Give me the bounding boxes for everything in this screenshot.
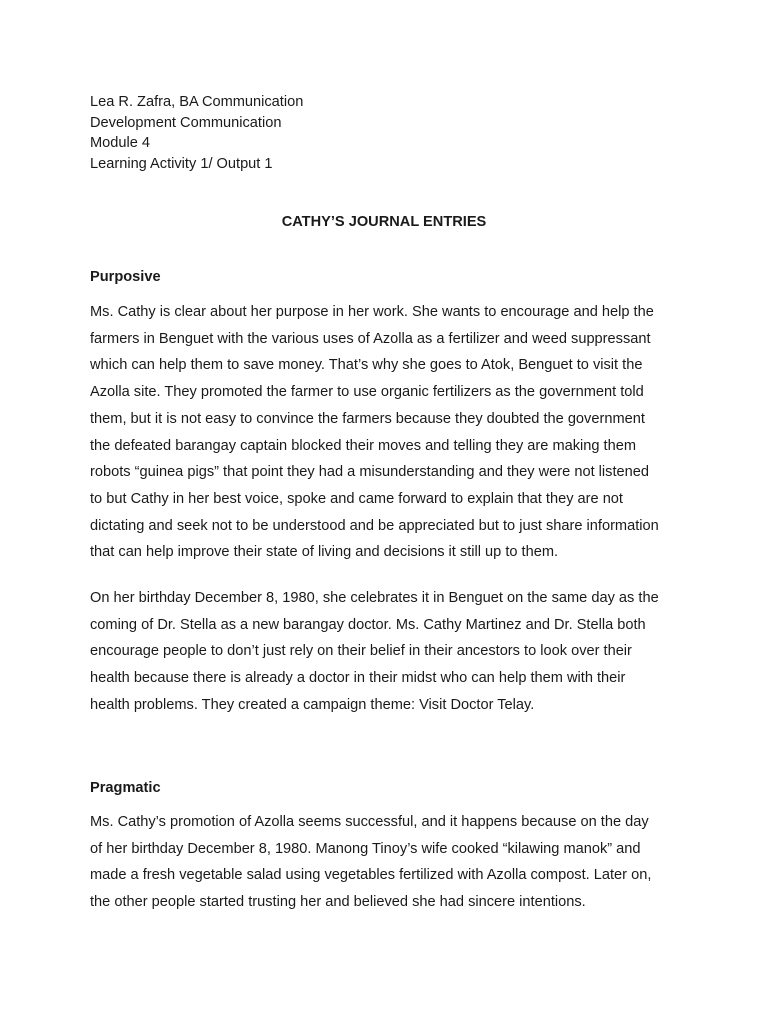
- paragraph-line: coming of Dr. Stella as a new barangay doctor. Ms. Cathy Martinez and Dr. Stella both: [90, 616, 646, 633]
- paragraph-line: Ms. Cathy is clear about her purpose in her work. She wants to encourage and help the: [90, 304, 654, 320]
- author-name-line: Lea R. Zafra, BA Communication: [90, 94, 304, 110]
- paragraph-line: farmers in Benguet with the various uses of Azolla as a fertilizer and weed suppressant: [90, 330, 651, 347]
- paragraph-line: which can help them to save money. That’s why she goes to Atok, Benguet to visit the: [90, 357, 643, 374]
- paragraph-line: them, but it is not easy to convince the farmers because they doubted the government: [90, 410, 645, 427]
- paragraph-line: Ms. Cathy’s promotion of Azolla seems successful, and it happens because on the day: [90, 814, 649, 830]
- paragraph-pragmatic-1: [90, 809, 651, 916]
- paragraph-line: health because there is already a doctor in their midst who can help them with their: [90, 670, 626, 687]
- paragraph-line: to but Cathy in her best voice, spoke and came forward to explain that they are not: [90, 490, 623, 507]
- paragraph-line: robots “guinea pigs” that point they had a misunderstanding and they were not listened: [90, 464, 649, 481]
- paragraph-line: dictating and seek not to be understood and be appreciated but to just share information: [90, 517, 659, 534]
- paragraph-line: encourage people to don’t just rely on their belief in their ancestors to look over their: [90, 643, 632, 660]
- paragraph-line: the defeated barangay captain blocked their moves and telling they are making them: [90, 437, 636, 454]
- module-line: Module 4: [90, 135, 151, 151]
- paragraph-line: that can help improve their state of living and decisions it still up to them.: [90, 544, 559, 561]
- document-title: CATHY’S JOURNAL ENTRIES: [281, 214, 487, 230]
- paragraph-line: health problems. They created a campaign theme: Visit Doctor Telay.: [90, 696, 535, 713]
- paragraph-line: Azolla site. They promoted the farmer to use organic fertilizers as the government told: [90, 384, 644, 401]
- author-header: [90, 92, 303, 174]
- paragraph-line: the other people started trusting her and believed she had sincere intentions.: [90, 894, 586, 911]
- section-heading-pragmatic: Pragmatic: [90, 780, 161, 796]
- paragraph-line: On her birthday December 8, 1980, she celebrates it in Benguet on the same day as the: [90, 590, 659, 606]
- section-heading-purposive: Purposive: [90, 269, 161, 285]
- paragraph-purposive-1: [90, 299, 659, 566]
- paragraph-line: of her birthday December 8, 1980. Manong Tinoy’s wife cooked “kilawing manok” and: [90, 840, 641, 857]
- activity-line: Learning Activity 1/ Output 1: [90, 155, 273, 172]
- paragraph-purposive-2: [90, 585, 659, 719]
- paragraph-line: made a fresh vegetable salad using vegetables fertilized with Azolla compost. Later on,: [90, 867, 652, 884]
- course-line: Development Communication: [90, 114, 282, 131]
